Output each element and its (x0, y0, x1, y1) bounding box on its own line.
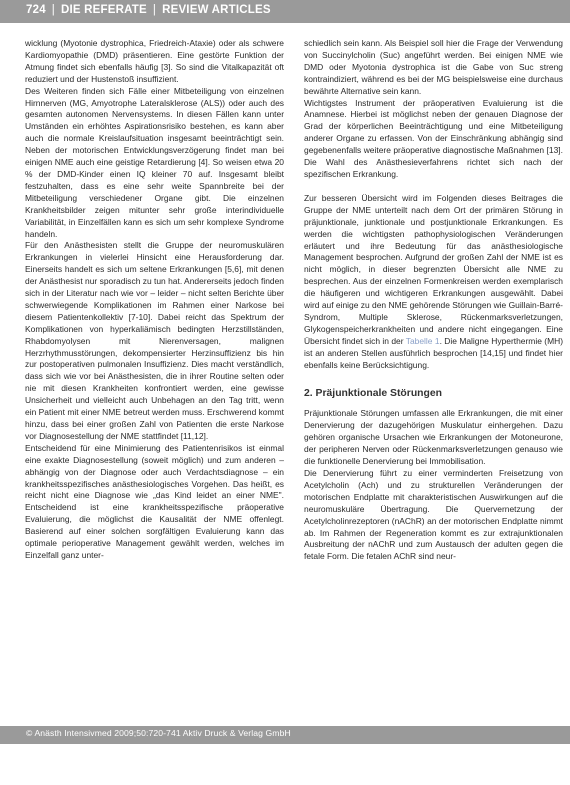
paragraph: Wichtigstes Instrument der präoperativen Evaluierung ist die Anamnese. Hierbei ist möglichst neben der genauen Diagnose der Grad der körperlichen Beeinträchtigung und eine Mitbeteiligung anderer Organe zu erfassen. Von der Einschränkung abhängig sind gegebenenfalls weitere präoperative diagnostische Maßnahmen [13]. Die Wahl des Anästhesieverfahrens richtet sich nach der spezifischen Erkrankung. (304, 97, 563, 179)
left-column (25, 38, 284, 562)
paragraph: schiedlich sein kann. Als Beispiel soll hier die Frage der Verwendung von Succinylcholin (Suc) angeführt werden. Bei einigen NME wie DMD oder Myotonia dystrophica ist die Gabe von Suc streng kontraindiziert, während es bei der MG beispielsweise eine durchaus bewährte Alternative sein kann. (304, 38, 563, 96)
paragraph: Des Weiteren finden sich Fälle einer Mitbeteiligung von einzelnen Hirnnerven (MG, Amyotrophe Lateralsklerose (ALS)) oder auch des gesamten autonomen Nervensystems. In diesen Fällen kann unter Umständen ein erhöhtes Aspirationsrisiko bestehen, es kann aber auch die normale Kreislaufsituation insgesamt beeinträchtigt sein. Neben der motorischen Entwicklungsverzögerung findet man bei einigen NME auch eine geistige Retardierung [4]. So weisen etwa 20 % der DMD-Kinder einen IQ kleiner 70 auf. Insgesamt bleibt festzuhalten, dass es eine sehr weite Spannbreite bei der Mitbeteiligung verschiedener Organe gibt. Die einzelnen Krankheitsbilder zeigen mitunter sehr große interindividuelle Variabilität, in Einzelfällen kann es sich um sehr komplexe Syndrome handeln. (25, 85, 284, 239)
overview-text: Zur besseren Übersicht wird im Folgenden dieses Beitrages die Gruppe der NME unterteilt nach dem Ort der primären Störung in präjunktionale, junktionale und postjunktionale Erkrankungen. Es werden die wichtigsten pathophysiologischen Veränderungen erläutert und ihre Bedeutung für das anästhesiologische Management besprochen. Aufgrund der großen Zahl der NME ist es nicht möglich, in dieser begrenzten Übersicht alle NME zu besprechen. Aus der einzelnen Formenkreisen werden exemplarisch die häufigeren und wichtigeren Erkrankungen ausgewählt. Dabei wird auf einige zu den NME gehörende Störungen wie Guillain-Barré-Syndrom, Multiple Sklerose, Rückenmarksverletzungen, Glykogenspeicherkrankheiten und andere nicht eingegangen. Eine Übersicht findet sich in der (304, 192, 563, 346)
section-name: DIE REFERATE (60, 4, 147, 16)
paragraph: Entscheidend für eine Minimierung des Patientenrisikos ist einmal eine exakte Diagnosestellung (soweit möglich) und zum anderen – abhängig von der Diagnose oder auch Verdachtsdiagnose – ein krankheitsspezifisches anästhesiologisches Vorgehen. Das heißt, es reicht nicht eine Diagnose wie „das Kind leidet an einer NME". Entscheidend ist eine krankheitsspezifische präoperative Evaluierung, die möglichst die Kausalität der NME offenlegt. Basierend auf einer solchen sorgfältigen Evaluierung kann das optimale perioperative Management gewählt werden, welches im Einzelfall ganz unter- (25, 442, 284, 560)
paragraph: Die Denervierung führt zu einer verminderten Freisetzung von Acetylcholin (Ach) und zu strukturellen Veränderungen der motorischen Endplatte mit charakteristischen Auswirkungen auf die neuromuskuläre Übertragung. Die Quervernetzung der Acetylcholinrezeptoren (nAChR) an der motorischen Endplatte nimmt ab. Im Rahmen der Regeneration kommt es zur extrajunktionalen Ausbreitung der nAChR und zum Austausch der adulten gegen die fetale Form. Die fetalen AChR sind neur- (304, 468, 563, 562)
overview-text: . Die Maligne Hyperthermie (MH) ist an anderen Stellen ausführlich besprochen [14,15] und findet hier ebenfalls keine Berücksichtigung. (304, 335, 564, 370)
table-1-link[interactable]: Tabelle 1 (405, 335, 440, 346)
page-header (0, 0, 570, 23)
overview-paragraph (304, 193, 563, 372)
section-heading: 2. Präjunktionale Störungen (304, 388, 442, 400)
page-number: 724 (26, 4, 46, 16)
page-footer (0, 726, 570, 744)
footer-text: © Anästh Intensivmed 2009;50:720-741 Aktiv Druck & Verlag GmbH (26, 728, 291, 738)
right-column (304, 38, 563, 563)
category-name: REVIEW ARTICLES (162, 4, 271, 16)
paragraph: Für den Anästhesisten stellt die Gruppe der neuromuskulären Erkrankungen in vielerlei Hinsicht eine Herausforderung dar. Einerseits handelt es sich um seltene Erkrankungen [5,6], mit denen der Anästhesist nur sporadisch zu tun hat. Andererseits jedoch finden sich in der Literatur nach wie vor – leider – nicht selten Berichte über schwerwiegende Komplikationen im Rahmen einer Narkose bei diesem Patientenkollektiv [7-10]. Dabei reicht das Spektrum der Komplikationen von hyperkaliämisch bedingten Herzstillständen, Rhabdomyolysen mit Nierenversagen, malignen Herzrhythmusstörungen, dekompensierter Herzinsuffizienz bis hin zur postoperativen pulmonalen Insuffizienz. Dies macht verständlich, dass sich wie vor bei Anästhesisten, die in ihrer Routine selten oder nie mit diesen Krankheiten konfrontiert werden, eine gewisse Unsicherheit und vielleicht auch Unbehagen an den Tag tritt, wenn ein Patient mit einer NME betreut werden muss. Erschwerend kommt hinzu, dass bei einer großen Zahl von Patienten die erste Narkose vor Diagnosestellung der NME stattfindet [11,12]. (25, 240, 284, 441)
header-text (26, 4, 271, 16)
header-separator: | (51, 4, 55, 16)
header-separator: | (152, 4, 157, 16)
paragraph: wicklung (Myotonie dystrophica, Friedreich-Ataxie) oder als schwere Kardiomyopathie (DMD) präsentieren. Eine gestörte Funktion der Atmung findet sich ebenfalls häufig [3]. So sind die Vitalkapazität oft reduziert und der Hustenstoß insuffizient. (25, 38, 284, 84)
paragraph: Präjunktionale Störungen umfassen alle Erkrankungen, die mit einer Denervierung der dazugehörigen Muskulatur einhergehen. Dazu gehören organische Ursachen wie Erkrankungen der Motoneurone, der peripheren Nerven oder Rückenmarksverletzungen genauso wie die funktionelle Denervierung bei Immobilisation. (304, 408, 563, 467)
